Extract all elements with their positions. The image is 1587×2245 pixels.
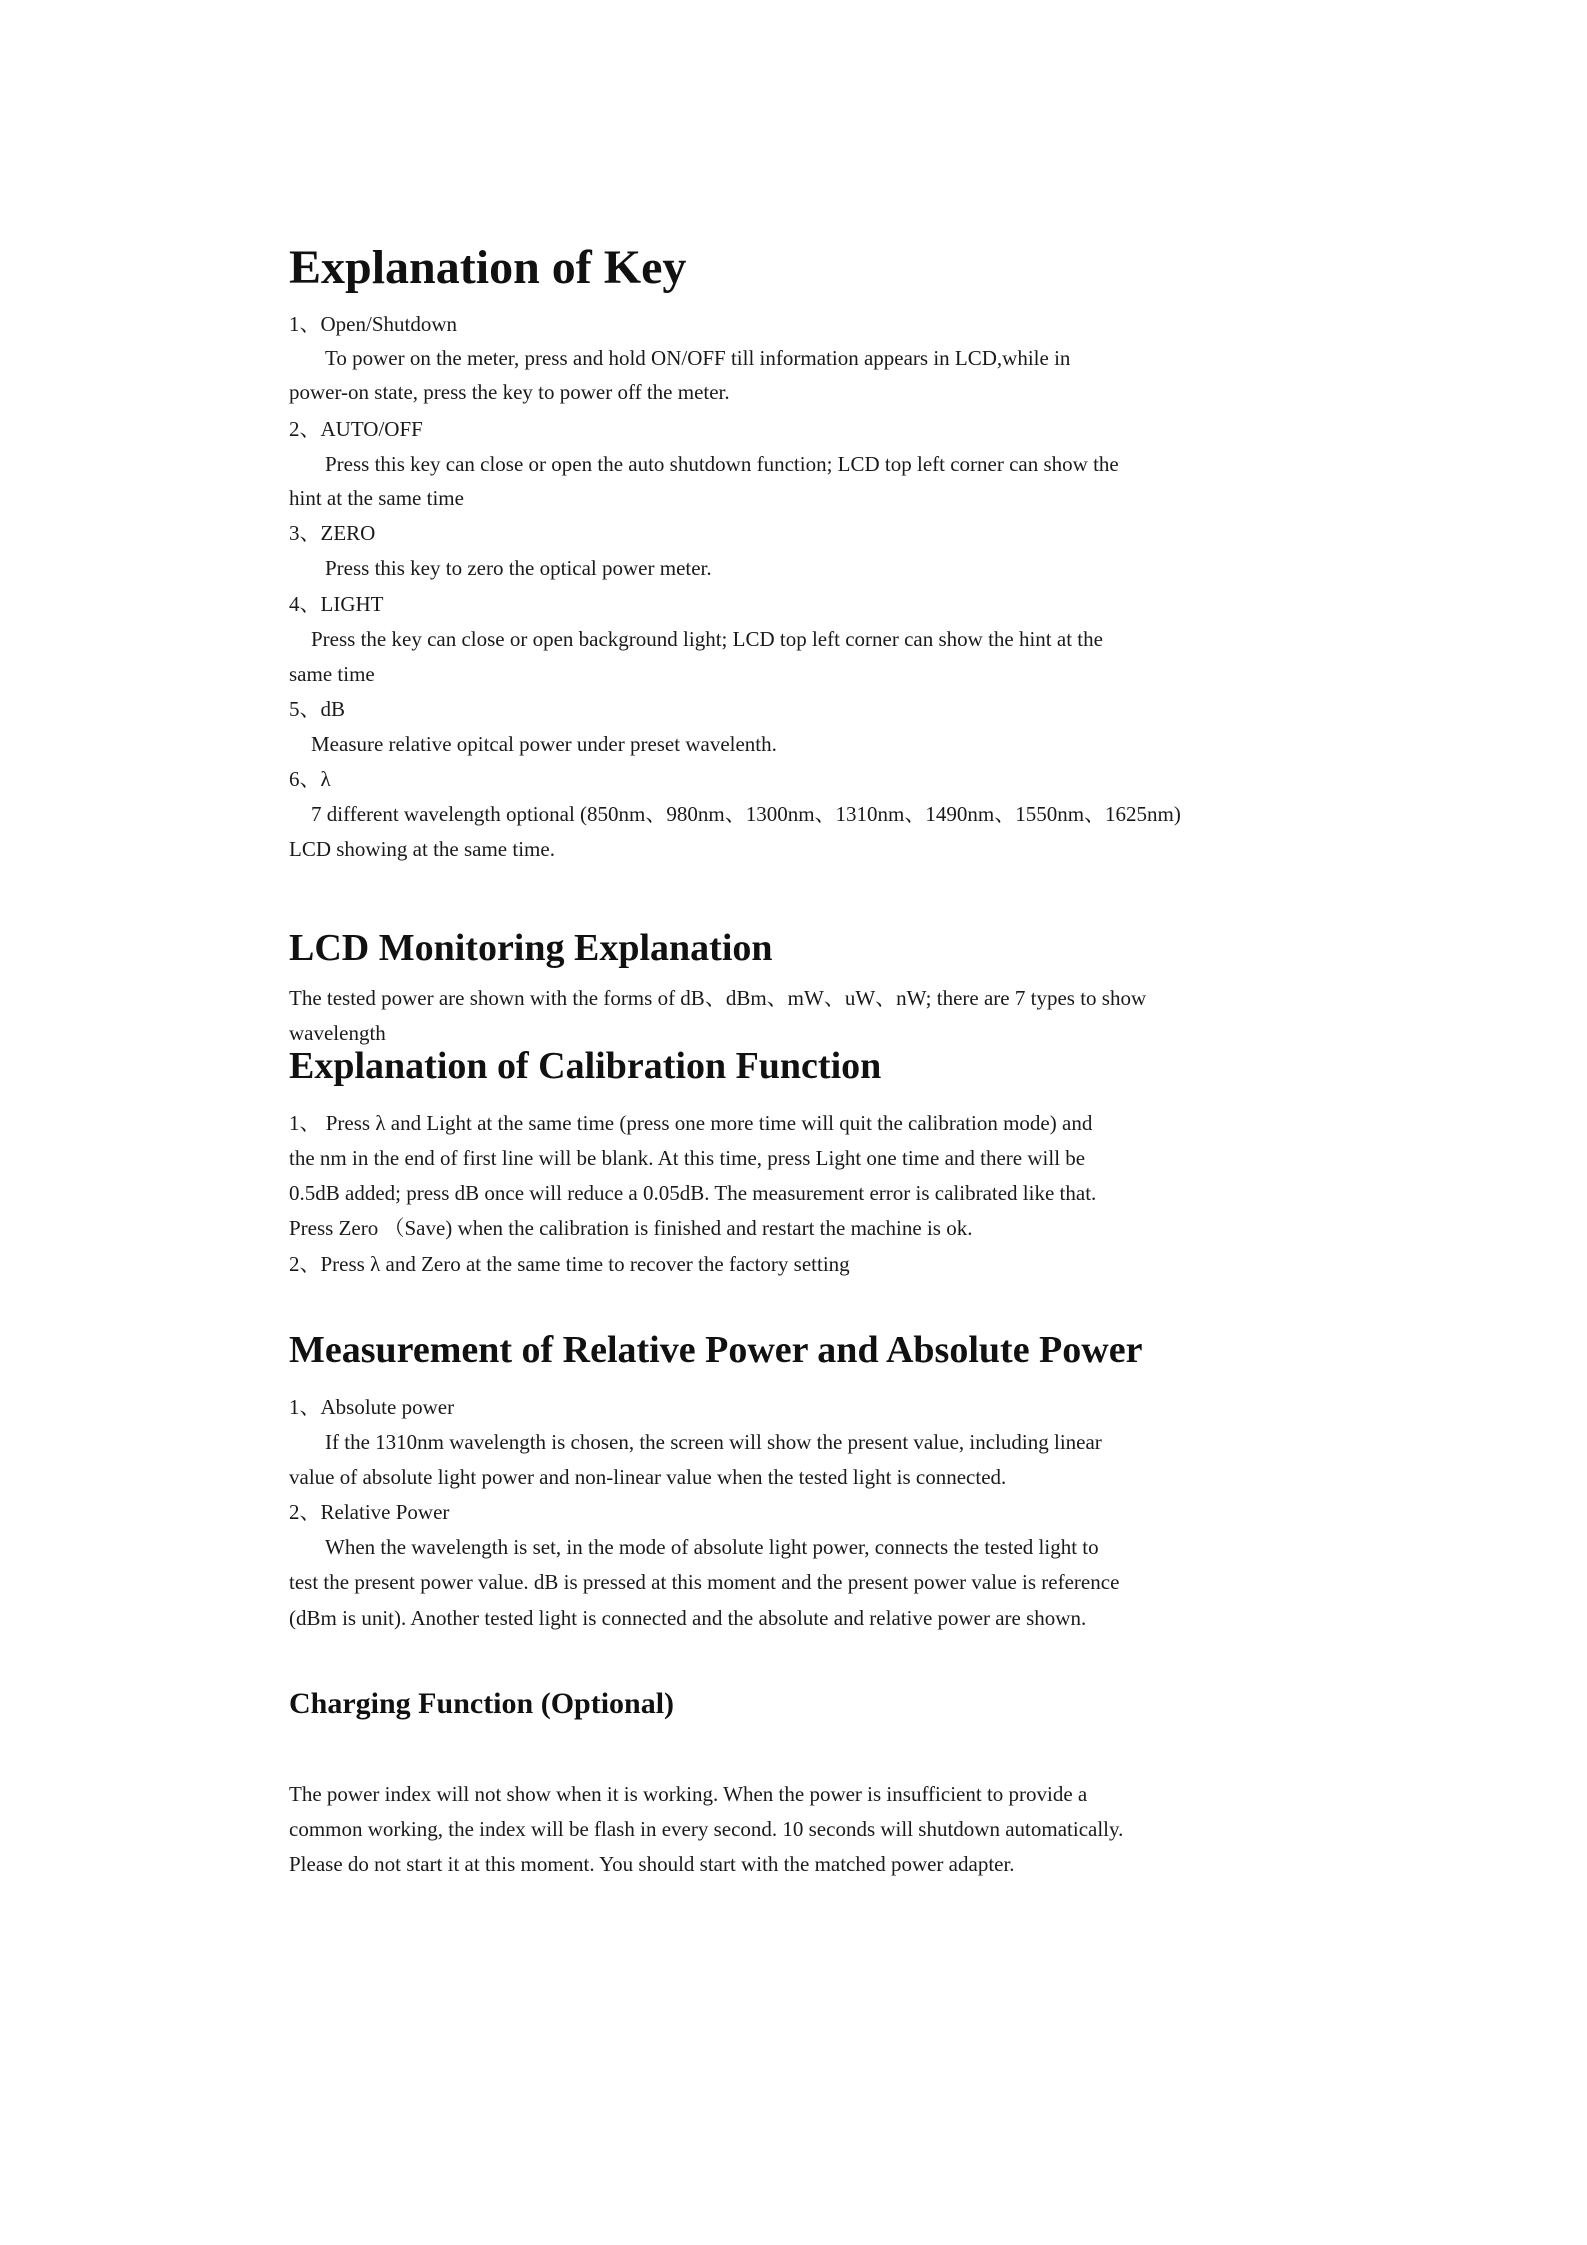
measurement-item-2-text-line-1: When the wavelength is set, in the mode of absolute light power, connects the tested light to xyxy=(325,1535,1099,1559)
charging-section-title: Charging Function (Optional) xyxy=(289,1687,675,1720)
key-item-2-label: 2、AUTO/OFF xyxy=(289,417,423,441)
calibration-text-line-3: 0.5dB added; press dB once will reduce a 0.05dB. The measurement error is calibrated like that. xyxy=(289,1181,1097,1205)
key-item-6-text-line-2: LCD showing at the same time. xyxy=(289,837,555,861)
key-item-1-text-line-1: To power on the meter, press and hold ON/OFF till information appears in LCD,while in xyxy=(325,346,1071,370)
charging-text-line-2: common working, the index will be flash in every second. 10 seconds will shutdown automatically. xyxy=(289,1817,1124,1841)
measurement-item-1-label: 1、Absolute power xyxy=(289,1395,455,1419)
key-section-title: Explanation of Key xyxy=(289,241,687,294)
lcd-text-line-1: The tested power are shown with the forms of dB、dBm、mW、uW、nW; there are 7 types to show xyxy=(289,986,1147,1010)
key-item-6-text-line-1: 7 different wavelength optional (850nm、980nm、1300nm、1310nm、1490nm、1550nm、1625nm) xyxy=(311,802,1181,826)
key-item-5-text: Measure relative opitcal power under preset wavelenth. xyxy=(311,732,777,756)
measurement-item-1-text-line-2: value of absolute light power and non-linear value when the tested light is connected. xyxy=(289,1465,1007,1489)
lcd-section-title: LCD Monitoring Explanation xyxy=(289,927,773,969)
calibration-text-line-5: 2、Press λ and Zero at the same time to recover the factory setting xyxy=(289,1252,850,1276)
key-item-4-label: 4、LIGHT xyxy=(289,592,384,616)
key-item-3-text: Press this key to zero the optical power meter. xyxy=(325,556,712,580)
key-item-4-text-line-1: Press the key can close or open background light; LCD top left corner can show the hint at the xyxy=(311,627,1103,651)
key-item-2-text-line-1: Press this key can close or open the auto shutdown function; LCD top left corner can show the xyxy=(325,452,1119,476)
lcd-text-line-2: wavelength xyxy=(289,1021,386,1045)
key-item-1-label: 1、Open/Shutdown xyxy=(289,312,457,336)
key-item-1-text-line-2: power-on state, press the key to power off the meter. xyxy=(289,380,730,404)
charging-text-line-1: The power index will not show when it is working. When the power is insufficient to provide a xyxy=(289,1782,1088,1806)
measurement-item-2-text-line-3: (dBm is unit). Another tested light is connected and the absolute and relative power are shown. xyxy=(289,1606,1087,1630)
measurement-item-1-text-line-1: If the 1310nm wavelength is chosen, the screen will show the present value, including linear xyxy=(325,1430,1102,1454)
calibration-text-line-1: 1、 Press λ and Light at the same time (press one more time will quit the calibration mode) and xyxy=(289,1111,1093,1135)
calibration-text-line-2: the nm in the end of first line will be blank. At this time, press Light one time and there will be xyxy=(289,1146,1086,1170)
charging-text-line-3: Please do not start it at this moment. You should start with the matched power adapter. xyxy=(289,1852,1015,1876)
key-item-5-label: 5、dB xyxy=(289,697,346,721)
key-item-6-label: 6、λ xyxy=(289,767,331,791)
key-item-3-label: 3、ZERO xyxy=(289,521,376,545)
calibration-text-line-4: Press Zero （Save) when the calibration is finished and restart the machine is ok. xyxy=(289,1216,973,1240)
key-item-4-text-line-2: same time xyxy=(289,662,375,686)
calibration-section-title: Explanation of Calibration Function xyxy=(289,1045,882,1087)
measurement-section-title: Measurement of Relative Power and Absolute Power xyxy=(289,1329,1143,1371)
key-item-2-text-line-2: hint at the same time xyxy=(289,486,464,510)
measurement-item-2-label: 2、Relative Power xyxy=(289,1500,450,1524)
measurement-item-2-text-line-2: test the present power value. dB is pressed at this moment and the present power value is reference xyxy=(289,1570,1120,1594)
